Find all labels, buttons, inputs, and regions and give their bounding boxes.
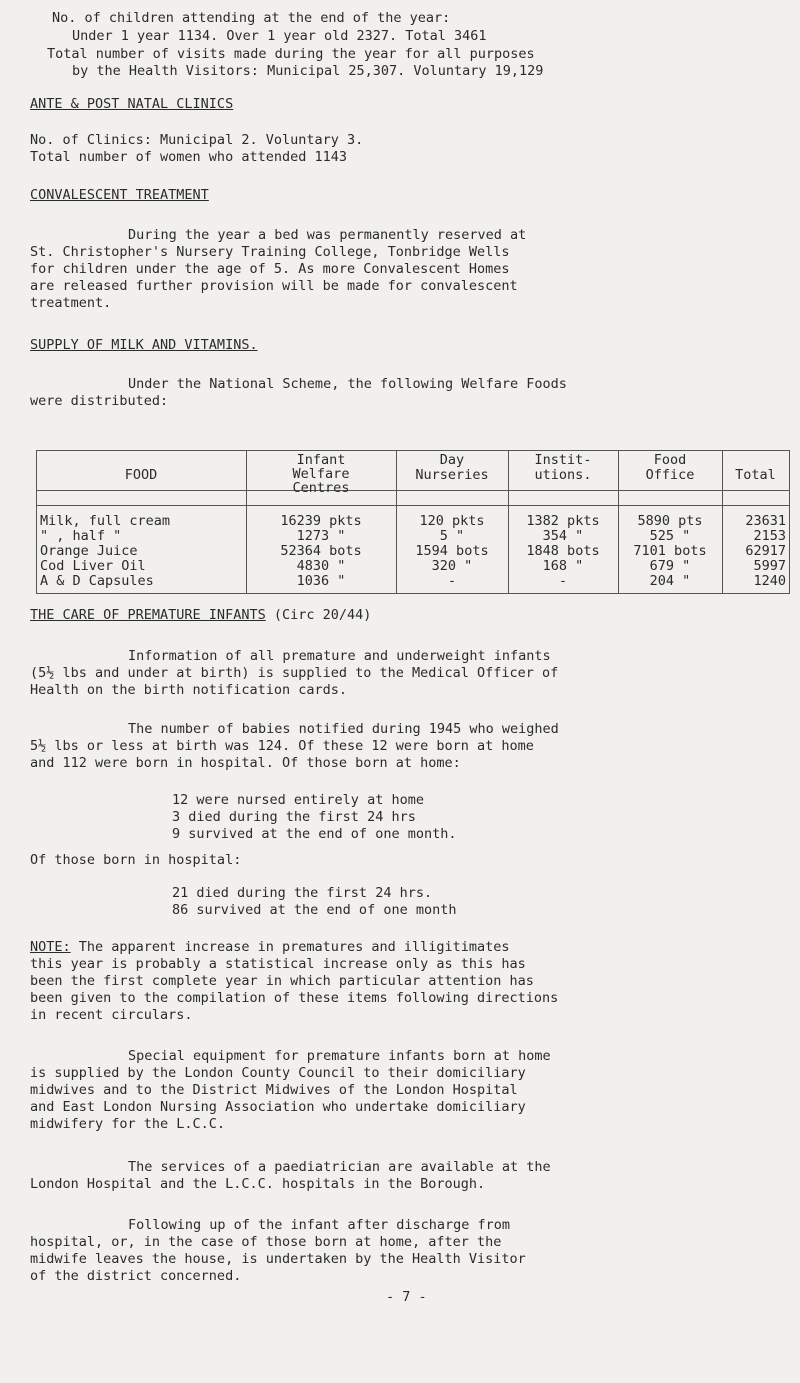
note-line-2: this year is probably a statistical increase only as this has xyxy=(30,956,526,972)
followup-line-3: midwife leaves the house, is undertaken by the Health Visitor xyxy=(30,1251,526,1267)
followup-line-1: Following up of the infant after discharge from xyxy=(128,1217,511,1233)
header-day-nurseries-2: Nurseries xyxy=(415,467,489,483)
equipment-line-2: is supplied by the London County Council to their domiciliary xyxy=(30,1065,526,1081)
premature-heading: THE CARE OF PREMATURE INFANTS xyxy=(30,607,266,623)
paediatrician-line-2: London Hospital and the L.C.C. hospitals in the Borough. xyxy=(30,1176,486,1192)
cell-infant-welfare: 52364 bots xyxy=(280,543,362,559)
cell-infant-welfare: 16239 pkts xyxy=(280,513,362,529)
cell-total: 62917 xyxy=(745,543,786,559)
hospital-line-1: 21 died during the first 24 hrs. xyxy=(172,885,433,901)
cell-day-nurseries: 120 pkts xyxy=(419,513,485,529)
home-line-1: 12 were nursed entirely at home xyxy=(172,792,424,808)
note-line-3: been the first complete year in which particular attention has xyxy=(30,973,534,989)
header-infant-welfare-3: Centres xyxy=(292,480,350,496)
equipment-line-5: midwifery for the L.C.C. xyxy=(30,1116,226,1132)
milk-heading: SUPPLY OF MILK AND VITAMINS. xyxy=(30,337,258,353)
equipment-line-3: midwives and to the District Midwives of the London Hospital xyxy=(30,1082,518,1098)
convalescent-line-2: St. Christopher's Nursery Training College, Tonbridge Wells xyxy=(30,244,510,260)
cell-total: 2153 xyxy=(753,528,786,544)
cell-institutions: 1382 pkts xyxy=(526,513,600,529)
table-header-rule-2 xyxy=(36,505,790,506)
cell-institutions: 1848 bots xyxy=(526,543,600,559)
intro-line-1: No. of children attending at the end of the year: xyxy=(52,10,451,26)
premature-circular-ref: (Circ 20/44) xyxy=(265,607,372,623)
cell-infant-welfare: 1036 " xyxy=(296,573,346,589)
convalescent-line-4: are released further provision will be made for convalescent xyxy=(30,278,518,294)
header-institutions-1: Instit- xyxy=(534,452,592,468)
note-line-5: in recent circulars. xyxy=(30,1007,193,1023)
premature-p2-line-2: 5½ lbs or less at birth was 124. Of these 12 were born at home xyxy=(30,738,534,754)
header-food: FOOD xyxy=(124,467,158,483)
convalescent-line-1: During the year a bed was permanently reserved at xyxy=(128,227,527,243)
hospital-intro: Of those born in hospital: xyxy=(30,852,242,868)
intro-line-2: Under 1 year 1134. Over 1 year old 2327. Total 3461 xyxy=(72,28,487,44)
followup-line-2: hospital, or, in the case of those born at home, after the xyxy=(30,1234,502,1250)
premature-heading-line xyxy=(30,607,371,623)
cell-infant-welfare: 4830 " xyxy=(296,558,346,574)
cell-day-nurseries: 1594 bots xyxy=(415,543,489,559)
header-infant-welfare-2: Welfare xyxy=(292,466,350,482)
convalescent-line-3: for children under the age of 5. As more Convalescent Homes xyxy=(30,261,510,277)
header-infant-welfare-1: Infant xyxy=(296,452,346,468)
equipment-line-4: and East London Nursing Association who undertake domiciliary xyxy=(30,1099,526,1115)
home-line-3: 9 survived at the end of one month. xyxy=(172,826,457,842)
intro-line-3: Total number of visits made during the year for all purposes xyxy=(47,46,535,62)
intro-line-4: by the Health Visitors: Municipal 25,307. Voluntary 19,129 xyxy=(72,63,544,79)
clinics-line-1: No. of Clinics: Municipal 2. Voluntary 3. xyxy=(30,132,364,148)
cell-food: Orange Juice xyxy=(40,543,138,559)
cell-food-office: 525 " xyxy=(649,528,691,544)
page-number: - 7 - xyxy=(386,1289,427,1305)
clinics-line-2: Total number of women who attended 1143 xyxy=(30,149,347,165)
premature-p2-line-3: and 112 were born in hospital. Of those born at home: xyxy=(30,755,461,771)
header-total: Total xyxy=(735,467,776,483)
hospital-line-2: 86 survived at the end of one month xyxy=(172,902,457,918)
cell-food: A & D Capsules xyxy=(40,573,154,589)
premature-p1-line-1: Information of all premature and underweight infants xyxy=(128,648,551,664)
convalescent-heading: CONVALESCENT TREATMENT xyxy=(30,187,209,203)
premature-p1-line-2: (5½ lbs and under at birth) is supplied to the Medical Officer of xyxy=(30,665,559,681)
cell-food: " , half " xyxy=(40,528,122,544)
header-day-nurseries-1: Day xyxy=(439,452,465,468)
header-institutions-2: utions. xyxy=(534,467,592,483)
table-bottom-rule xyxy=(36,593,790,594)
equipment-line-1: Special equipment for premature infants born at home xyxy=(128,1048,551,1064)
cell-institutions: - xyxy=(558,573,568,589)
premature-p2-line-1: The number of babies notified during 1945 who weighed xyxy=(128,721,559,737)
cell-infant-welfare: 1273 " xyxy=(296,528,346,544)
cell-food-office: 7101 bots xyxy=(633,543,707,559)
cell-food-office: 5890 pts xyxy=(637,513,703,529)
cell-food: Milk, full cream xyxy=(40,513,171,529)
milk-line-2: were distributed: xyxy=(30,393,169,409)
table-header-rule xyxy=(36,490,790,491)
milk-line-1: Under the National Scheme, the following Welfare Foods xyxy=(128,376,567,392)
cell-food-office: 204 " xyxy=(649,573,691,589)
header-food-office-2: Office xyxy=(645,467,695,483)
note-line-1 xyxy=(30,939,510,955)
header-food-office-1: Food xyxy=(653,452,687,468)
cell-total: 23631 xyxy=(745,513,786,529)
cell-day-nurseries: 5 " xyxy=(439,528,465,544)
paediatrician-line-1: The services of a paediatrician are available at the xyxy=(128,1159,551,1175)
cell-institutions: 168 " xyxy=(542,558,584,574)
cell-food-office: 679 " xyxy=(649,558,691,574)
followup-line-4: of the district concerned. xyxy=(30,1268,242,1284)
note-line-4: been given to the compilation of these items following directions xyxy=(30,990,559,1006)
cell-day-nurseries: - xyxy=(447,573,457,589)
premature-p1-line-3: Health on the birth notification cards. xyxy=(30,682,347,698)
cell-institutions: 354 " xyxy=(542,528,584,544)
table-col-divider xyxy=(789,450,790,593)
note-text: The apparent increase in prematures and illigitimates xyxy=(70,939,510,955)
convalescent-line-5: treatment. xyxy=(30,295,112,311)
table-top-rule xyxy=(36,450,790,451)
cell-total: 1240 xyxy=(753,573,786,589)
clinics-heading: ANTE & POST NATAL CLINICS xyxy=(30,96,234,112)
cell-total: 5997 xyxy=(753,558,786,574)
home-line-2: 3 died during the first 24 hrs xyxy=(172,809,416,825)
cell-day-nurseries: 320 " xyxy=(431,558,473,574)
cell-food: Cod Liver Oil xyxy=(40,558,146,574)
note-label: NOTE: xyxy=(30,939,71,955)
